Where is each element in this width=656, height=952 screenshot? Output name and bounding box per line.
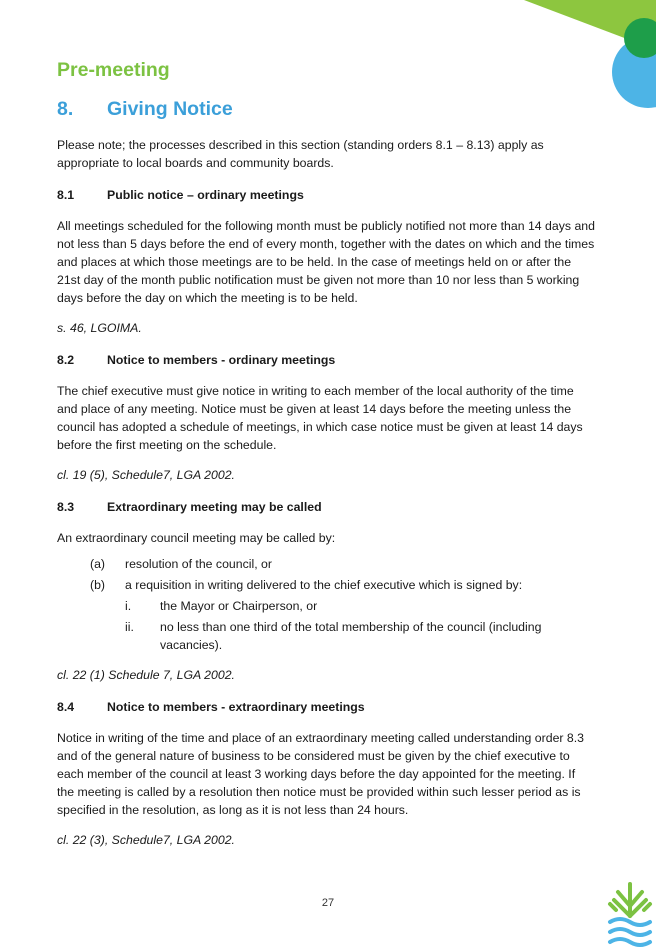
sub-list-item: [57, 618, 595, 654]
subsection-title: Extraordinary meeting may be called: [107, 500, 322, 514]
subsection-number: 8.2: [57, 353, 75, 367]
subsection-body: Notice in writing of the time and place of an extraordinary meeting called understanding order 8.3 and of the general nature of business to be considered must be given by the chief executive to each member of the council at least 3 working days before the day appointed for the meeting. If the meeting is called by a resolution then notice must be provided within such lesser period as is specified in the resolution, as long as it is not less than 24 hours.: [57, 731, 585, 817]
citation: s. 46, LGOIMA.: [57, 321, 142, 335]
subsection-heading-8-4: [57, 698, 595, 716]
subsection-title: Notice to members - extraordinary meetings: [107, 700, 365, 714]
section-number: 8.: [57, 98, 74, 120]
section-title: [57, 95, 595, 123]
subsection-heading-8-2: [57, 351, 595, 369]
plant-water-logo-icon: [604, 880, 656, 952]
list-item-text: a requisition in writing delivered to the chief executive which is signed by:: [125, 578, 523, 592]
subsection-title: Public notice – ordinary meetings: [107, 188, 304, 202]
subsection-heading-8-1: [57, 186, 595, 204]
sub-list-item: [57, 597, 595, 615]
call-methods-list: [57, 555, 595, 654]
part-heading: Pre-meeting: [57, 59, 170, 81]
subsection-number: 8.1: [57, 188, 75, 202]
list-item: [57, 555, 595, 573]
citation: cl. 19 (5), Schedule7, LGA 2002.: [57, 468, 235, 482]
sub-list-item-text: no less than one third of the total membership of the council (including vacancies).: [160, 620, 542, 652]
sub-list-item-text: the Mayor or Chairperson, or: [160, 599, 318, 613]
list-item: [57, 576, 595, 594]
intro-paragraph: Please note; the processes described in this section (standing orders 8.1 – 8.13) apply as appropriate to local boards and community boards.: [57, 138, 544, 170]
subsection-body: An extraordinary council meeting may be called by:: [57, 531, 336, 545]
sub-list-item-label: i.: [125, 599, 132, 613]
subsection-body: All meetings scheduled for the following month must be publicly notified not more than 14 days and not less than 5 days before the end of every month, together with the dates on which and the times and places at which those meetings are to be held. In the case of meetings held on or after the 21st day of the month public notification must be given not more than 10 nor less than 5 working days before the day on which the meeting is to be held.: [57, 219, 595, 305]
citation: cl. 22 (1) Schedule 7, LGA 2002.: [57, 668, 235, 682]
page-number: 27: [321, 897, 335, 909]
subsection-number: 8.4: [57, 700, 75, 714]
citation: cl. 22 (3), Schedule7, LGA 2002.: [57, 833, 235, 847]
list-item-text: resolution of the council, or: [125, 557, 272, 571]
list-item-label: (b): [90, 578, 106, 592]
subsection-title: Notice to members - ordinary meetings: [107, 353, 336, 367]
subsection-heading-8-3: [57, 498, 595, 516]
subsection-number: 8.3: [57, 500, 75, 514]
sub-list-item-label: ii.: [125, 620, 134, 634]
subsection-body: The chief executive must give notice in writing to each member of the local authority of the time and place of any meeting. Notice must be given at least 14 days before the meeting unless the council has adopted a schedule of meetings, in which case notice must be given at least 14 days before the first meeting on the schedule.: [57, 384, 583, 452]
page-content: [57, 56, 595, 849]
section-title-text: Giving Notice: [107, 98, 233, 120]
list-item-label: (a): [90, 557, 106, 571]
